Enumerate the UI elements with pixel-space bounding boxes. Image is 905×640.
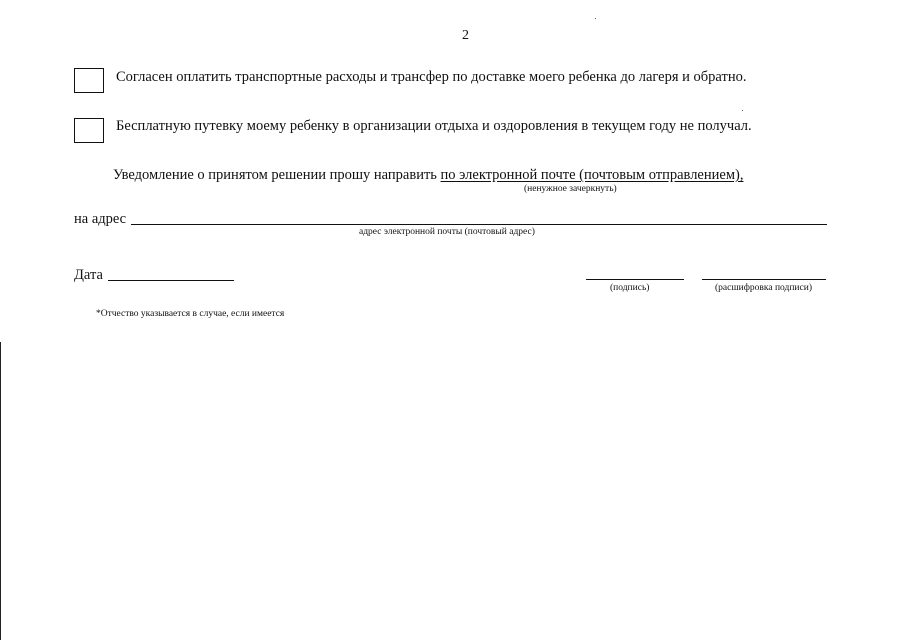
free-voucher-checkbox[interactable]: [74, 118, 104, 143]
signature-decoding-field[interactable]: [702, 279, 826, 280]
page-number: 2: [462, 28, 469, 43]
notification-line: [113, 167, 743, 184]
footnote: *Отчество указывается в случае, если имеется: [96, 309, 285, 319]
date-label: Дата: [74, 267, 103, 283]
date-field[interactable]: [108, 280, 234, 281]
transport-consent-text: Согласен оплатить транспортные расходы и трансфер по доставке моего ребенка до лагеря и обратно.: [116, 69, 747, 85]
address-hint: адрес электронной почты (почтовый адрес): [359, 227, 535, 237]
free-voucher-text: Бесплатную путевку моему ребенку в организации отдыха и оздоровления в текущем году не получал.: [116, 118, 752, 134]
scan-edge-line: [0, 342, 1, 640]
address-label: на адрес: [74, 211, 127, 227]
signature-field[interactable]: [586, 279, 684, 280]
scan-speck: [595, 18, 596, 19]
transport-consent-checkbox[interactable]: [74, 68, 104, 93]
notification-prefix: Уведомление о принятом решении прошу направить: [113, 167, 437, 183]
signature-decoding-hint: (расшифровка подписи): [715, 283, 812, 293]
signature-hint: (подпись): [610, 283, 650, 293]
notification-methods: по электронной почте (почтовым отправлением),: [440, 167, 744, 183]
notification-methods-hint: (ненужное зачеркнуть): [524, 184, 617, 194]
scan-speck: [742, 110, 743, 111]
address-field[interactable]: [131, 224, 827, 225]
